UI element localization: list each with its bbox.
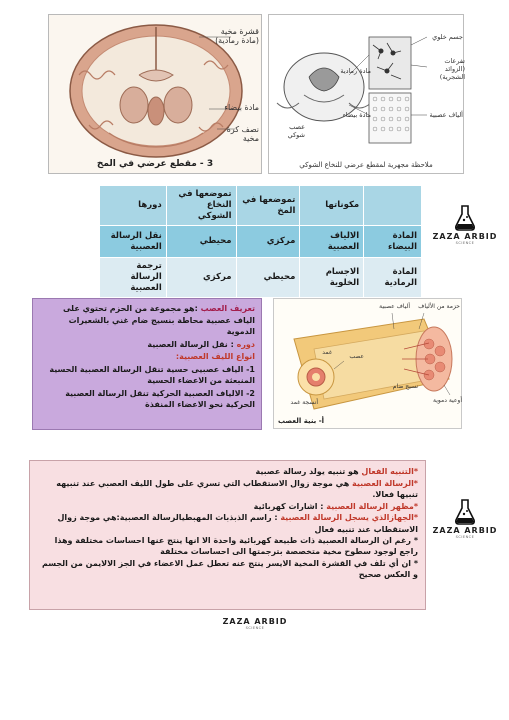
table-cell-components: الالياف العصبية xyxy=(300,226,364,258)
label-gray-matter: مادة رمادية xyxy=(340,67,371,75)
label-dendrites-sub: (الزوائد الشجرية) xyxy=(439,65,465,81)
label-hemisphere-sub: مخية xyxy=(242,134,259,143)
spinal-cord-figure xyxy=(268,14,464,174)
nerve-role-paragraph xyxy=(39,339,255,351)
nerve-illustration xyxy=(274,299,463,430)
label-connective: نسيج ضام xyxy=(392,383,418,390)
label-fibers: ألياف عصبية xyxy=(379,303,410,310)
logo-subtext: SCIENCE xyxy=(245,626,265,630)
message-aspect-text: : اشارات كهربائية xyxy=(253,501,324,511)
brand-logo xyxy=(430,498,500,539)
brand-logo xyxy=(430,204,500,245)
note-1: * رغم ان الرسالة العصبية ذات طبيعة كهربائية واحدة الا انها ينتج عنها احساسات مختلفة وهذا راجع لوجود سطوح مخية متخصصة بترجمتها الى احساسات مختلفة xyxy=(54,536,418,557)
label-cortex-text: قشرة مخية xyxy=(220,27,259,36)
table-cell-spinal: محيطي xyxy=(166,226,236,258)
table-header-row xyxy=(100,186,422,226)
effective-stimulus-text: هو تنبيه يولد رسالة عصبية xyxy=(255,467,359,476)
table-cell-name: المادة الرمادية xyxy=(364,258,422,298)
flask-icon xyxy=(454,204,476,232)
message-aspect-label: *مظهر الرسالة العصبية xyxy=(326,501,418,511)
brain-caption: 3 - مقطع عرضي في المخ xyxy=(96,159,214,169)
nerve-types-title: انواع الليف العصبية: xyxy=(175,352,255,361)
label-white-matter: مادة بيضاء xyxy=(224,103,259,112)
label-bundle: حزمة من الألياف xyxy=(418,303,460,310)
nerve-message-line xyxy=(37,478,418,500)
label-spinal-nerve-sub: شوكي xyxy=(287,131,305,139)
table-cell-name: المادة البيضاء xyxy=(364,226,422,258)
label-hemisphere-text: نصف كرة xyxy=(226,125,259,134)
recording-device-label: *الجهازالذي يسجل الرسالة العصبية xyxy=(280,513,418,523)
logo-text: ZAZA ARBID xyxy=(222,617,288,626)
table-row xyxy=(100,258,422,298)
table-header-blank xyxy=(364,186,422,226)
effective-stimulus-line xyxy=(37,466,418,477)
table-cell-spinal: مركزي xyxy=(166,258,236,298)
table-header-cell: تموضعها في المخ xyxy=(236,186,300,226)
brand-logo-bottom xyxy=(220,617,290,630)
logo-subtext: SCIENCE xyxy=(455,535,475,539)
label-vessel: أوعية دموية xyxy=(433,397,462,404)
note-2: * ان أي تلف في القشرة المخية الايسر ينتج عنه تعطل عمل الاعضاء في الجز الالايمن من الجسم و العكس صحيح xyxy=(41,559,418,580)
effective-stimulus-label: *التنبيه الفعال xyxy=(361,467,418,476)
label-cortex xyxy=(209,27,259,45)
table-cell-role: ترجمة الرسالة العصبية xyxy=(100,258,167,298)
table-cell-brain: مركزي xyxy=(236,226,300,258)
table-row xyxy=(100,226,422,258)
table-header-cell: دورها xyxy=(100,186,167,226)
flask-icon xyxy=(454,498,476,526)
nerve-role-text: : نقل الرسالة العصبية xyxy=(147,339,234,349)
table-header-cell: تموضعها في النخاع الشوكي xyxy=(166,186,236,226)
table-cell-role: نقل الرسالة العصبية xyxy=(100,226,167,258)
logo-text: ZAZA ARBID xyxy=(432,232,498,241)
message-aspect-line xyxy=(37,501,418,512)
table-header-cell: مكوناتها xyxy=(300,186,364,226)
logo-subtext: SCIENCE xyxy=(455,241,475,245)
nerve-message-text: هي موجة زوال الاستقطاب التي تسري على طول الليف العصبي عند تنبيهه تنبيها فعالا. xyxy=(56,478,418,499)
recording-device-line xyxy=(37,512,418,534)
label-spinal-nerve-text: عصب xyxy=(289,123,305,131)
nerve-definition-text: :هو مجموعة من الحزم تحتوي على الياف عصبية محاطة بنسيج ضام غني بالشعيرات الدموية xyxy=(62,304,255,336)
nerve-caption: أ- بنية العصب xyxy=(278,417,325,425)
label-hemisphere xyxy=(219,125,259,143)
table-cell-components: الاجسام الخلوية xyxy=(300,258,364,298)
comparison-table xyxy=(99,185,422,298)
nerve-structure-figure xyxy=(273,298,462,429)
table-cell-brain: محيطي xyxy=(236,258,300,298)
brain-section-figure xyxy=(48,14,262,174)
nerve-message-box xyxy=(29,460,426,610)
label-cortex-sub: (مادة رمادية) xyxy=(215,36,259,45)
nerve-definition-title: تعريف العصب xyxy=(200,304,255,313)
nerve-type-1: 1- الياف عصبيى حسية تنقل الرسالة العصبية الحسية المنبعثة من الاعضاء الحسية xyxy=(49,364,255,385)
nerve-message-label: *الرسالة العصبية xyxy=(352,478,418,488)
label-spinal-nerve xyxy=(275,123,305,139)
spine-caption: ملاحظة مجهرية لمقطع عرضي للنخاع الشوكي xyxy=(299,161,433,169)
recording-device-text: : راسم الذبذبات المهبطيالرسالة العصبية:هي موجة زوال الاستقطاب عند تنبيه فعال xyxy=(57,513,418,534)
label-spine-white-matter: مادة بيضاء xyxy=(342,111,371,119)
nerve-role-label: دوره xyxy=(236,339,255,349)
label-myelin: أنسجة غمد xyxy=(290,399,318,406)
nerve-type-2: 2- الالياف العصبية الحركية تنقل الرسالة العصبية الحركية نحو الاعضاء المنفذة xyxy=(65,388,255,409)
nerve-definition-box xyxy=(32,298,262,430)
label-nerve: عصب xyxy=(349,353,364,360)
label-sheath: غمد xyxy=(322,349,332,356)
nerve-definition-paragraph xyxy=(39,303,255,338)
label-nerve-fibers: ألياف عصبية xyxy=(429,111,463,119)
label-dendrites-text: تفرعات xyxy=(444,57,465,65)
label-cell-body: جسم خلوي xyxy=(432,33,463,41)
logo-text: ZAZA ARBID xyxy=(432,526,498,535)
label-dendrites xyxy=(427,57,465,81)
